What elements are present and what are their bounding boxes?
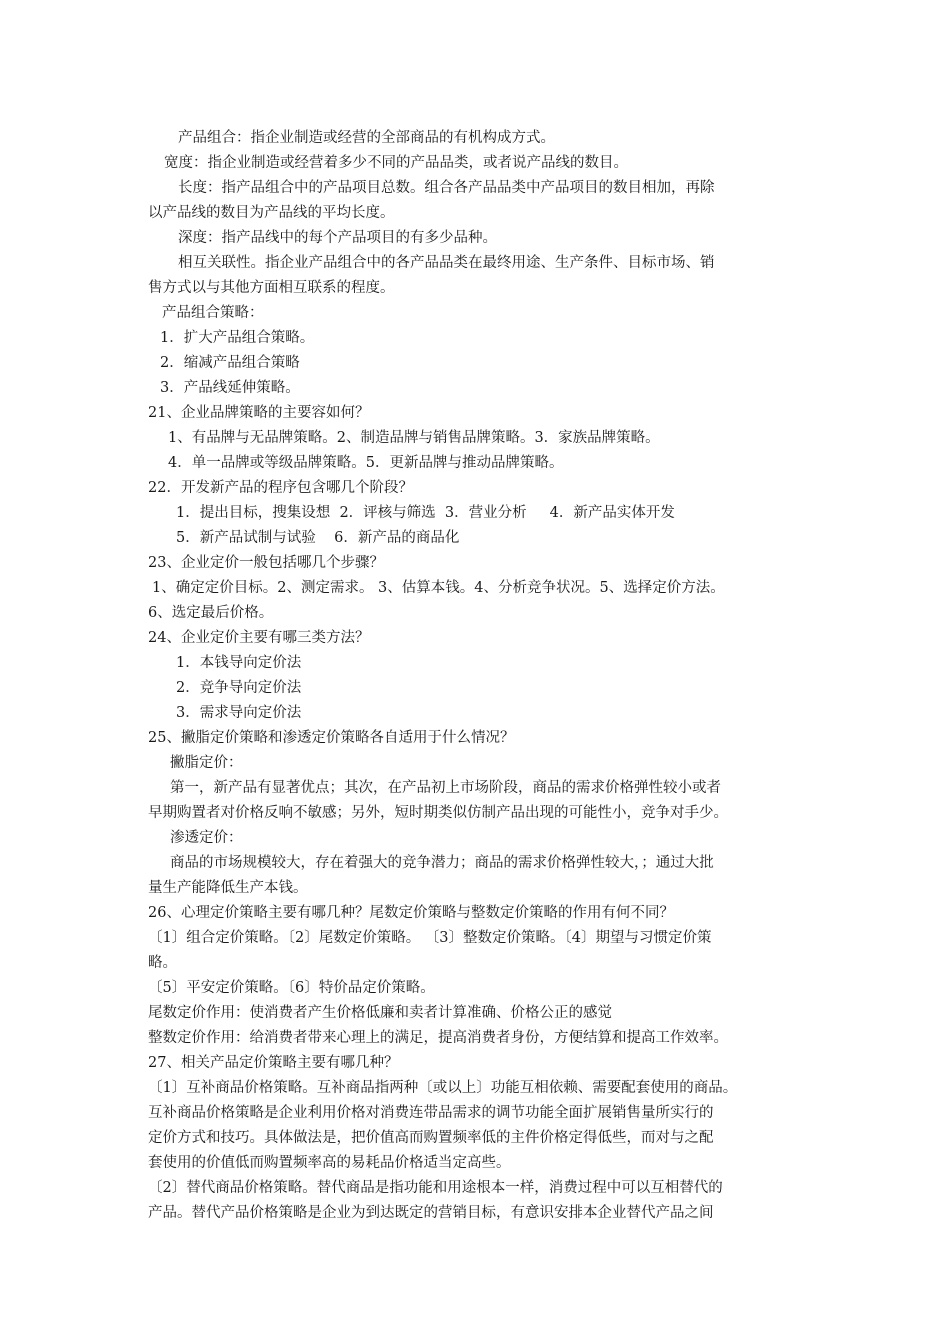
text-line: 3．产品线延伸策略。 [160,380,300,396]
text-line: 撇脂定价： [170,755,243,771]
text-line: 4．单一品牌或等级品牌策略。5．更新品牌与推动品牌策略。 [168,455,564,471]
text-line: 3．需求导向定价法 [176,705,302,721]
text-line: 6、选定最后价格。 [148,605,274,621]
question-heading: 25、撇脂定价策略和渗透定价策略各自适用于什么情况？ [148,730,515,746]
text-line: 套使用的价值低而购置频率高的易耗品价格适当定高些。 [148,1155,511,1171]
text-line: 量生产能降低生产本钱。 [148,880,308,896]
text-line: 互补商品价格策略是企业利用价格对消费连带品需求的调节功能全面扩展销售量所实行的 [148,1105,714,1121]
text-line: 定价方式和技巧。具体做法是，把价值高而购置频率低的主件价格定得低些，而对与之配 [148,1130,714,1146]
question-heading: 24、企业定价主要有哪三类方法？ [148,630,370,646]
text-line: 整数定价作用：给消费者带来心理上的满足，提高消费者身份，方便结算和提高工作效率。 [148,1030,728,1046]
text-line: 2．竞争导向定价法 [176,680,302,696]
text-line: 相互关联性。指企业产品组合中的各产品品类在最终用途、生产条件、目标市场、销 [178,255,715,271]
text-line: 5．新产品试制与试验 6．新产品的商品化 [176,530,460,546]
text-line: 略。 [148,955,177,971]
text-line: 〔2〕替代商品价格策略。替代商品是指功能和用途根本一样，消费过程中可以互相替代的 [148,1180,723,1196]
text-line: 商品的市场规模较大，存在着强大的竞争潜力；商品的需求价格弹性较大，；通过大批 [170,855,714,871]
text-line: 早期购置者对价格反响不敏感；另外，短时期类似仿制产品出现的可能性小，竞争对手少。 [148,805,728,821]
text-line: 尾数定价作用：使消费者产生价格低廉和卖者计算准确、价格公正的感觉 [148,1005,612,1021]
text-line: 1、有品牌与无品牌策略。2、制造品牌与销售品牌策略。3．家族品牌策略。 [168,430,660,446]
text-line: 产品组合：指企业制造或经营的全部商品的有机构成方式。 [178,130,555,146]
text-line: 深度：指产品线中的每个产品项目的有多少品种。 [178,230,497,246]
text-line: 产品。替代产品价格策略是企业为到达既定的营销目标，有意识安排本企业替代产品之间 [148,1205,714,1221]
text-line: 1．提出目标，搜集设想 2．评核与筛选 3．营业分析 4．新产品实体开发 [176,505,675,521]
text-line: 1．本钱导向定价法 [176,655,302,671]
question-heading: 21、企业品牌策略的主要容如何？ [148,405,370,421]
text-line: 以产品线的数目为产品线的平均长度。 [148,205,395,221]
text-line: 产品组合策略： [162,305,264,321]
text-line: 宽度：指企业制造或经营着多少不同的产品品类，或者说产品线的数目。 [164,155,628,171]
text-line: 〔1〕组合定价策略。〔2〕尾数定价策略。 〔3〕整数定价策略。〔4〕期望与习惯定价策 [148,930,712,946]
question-heading: 22．开发新产品的程序包含哪几个阶段？ [148,480,413,496]
question-heading: 23、企业定价一般包括哪几个步骤？ [148,555,384,571]
text-line: 〔1〕互补商品价格策略。互补商品指两种〔或以上〕功能互相依赖、需要配套使用的商品。 [148,1080,738,1096]
text-line: 1．扩大产品组合策略。 [160,330,315,346]
text-line: 售方式以与其他方面相互联系的程度。 [148,280,395,296]
question-heading: 26、心理定价策略主要有哪几种？尾数定价策略与整数定价策略的作用有何不同？ [148,905,674,921]
text-line: 长度：指产品组合中的产品项目总数。组合各产品品类中产品项目的数目相加，再除 [178,180,715,196]
text-line: 2．缩减产品组合策略 [160,355,300,371]
text-line: 1、确定定价目标。2、测定需求。 3、估算本钱。4、分析竞争状况。5、选择定价方法。 [152,580,725,596]
question-heading: 27、相关产品定价策略主要有哪几种？ [148,1055,399,1071]
text-line: 〔5〕平安定价策略。〔6〕特价品定价策略。 [148,980,435,996]
text-line: 第一，新产品有显著优点；其次，在产品初上市场阶段，商品的需求价格弹性较小或者 [170,780,721,796]
text-line: 渗透定价： [170,830,243,846]
